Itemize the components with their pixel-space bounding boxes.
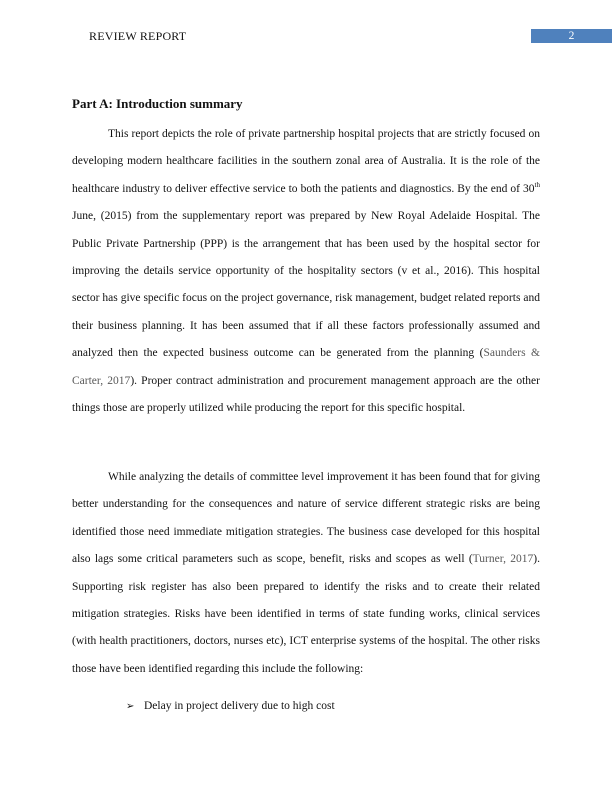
para1-text-b: June, (2015) from the supplementary report was prepared by New Royal Adelaide Hospital. The Public Private Partnership (PPP) is the arrangement that has been used by the hospital sector for improving the details service opportunity of the hospitality sectors (v et al., 2016). This hospital sector has give specific focus on the project governance, risk management, budget related reports and their business planning. It has been assumed that if all these factors professionally assumed and analyzed then the expected business outcome can be generated from the planning ( [72,210,540,360]
para2-text-b: ). Supporting risk register has also been prepared to identify the risks and to create their related mitigation strategies. Risks have been identified in terms of state funding works, clinical services (with health practitioners, doctors, nurses etc), ICT enterprise systems of the hospital. The other risks those have been identified regarding this include the following: [72,553,540,675]
bullet-text: Delay in project delivery due to high cost [144,700,335,712]
running-head: REVIEW REPORT [89,29,187,43]
body-paragraph-2 [72,464,540,683]
para1-text-c: ). Proper contract administration and procurement management approach are the other things those are properly utilized while producing the report for this specific hospital. [72,374,540,415]
bullet-item [126,700,335,712]
citation-saunders-carter: Saunders & Carter, 2017 [72,347,540,387]
para1-text-a: This report depicts the role of private partnership hospital projects that are strictly focused on developing modern healthcare facilities in the southern zonal area of Australia. It is the role of the healthcare industry to deliver effective service to both the patients and diagnostics. By the end of 30 [72,128,540,195]
citation-turner: Turner, 2017 [472,553,534,566]
arrow-bullet-icon: ➢ [126,700,135,712]
page-number-box: 2 [531,29,612,43]
ordinal-superscript: th [534,180,540,189]
section-heading: Part A: Introduction summary [72,96,243,111]
para2-text-a: While analyzing the details of committee level improvement it has been found that for giving better understanding for the consequences and nature of service different strategic risks are being identified those need immediate mitigation strategies. The business case developed for this hospital also lags some critical parameters such as scope, benefit, risks and scopes as well ( [72,471,540,566]
body-paragraph-1 [72,121,540,422]
